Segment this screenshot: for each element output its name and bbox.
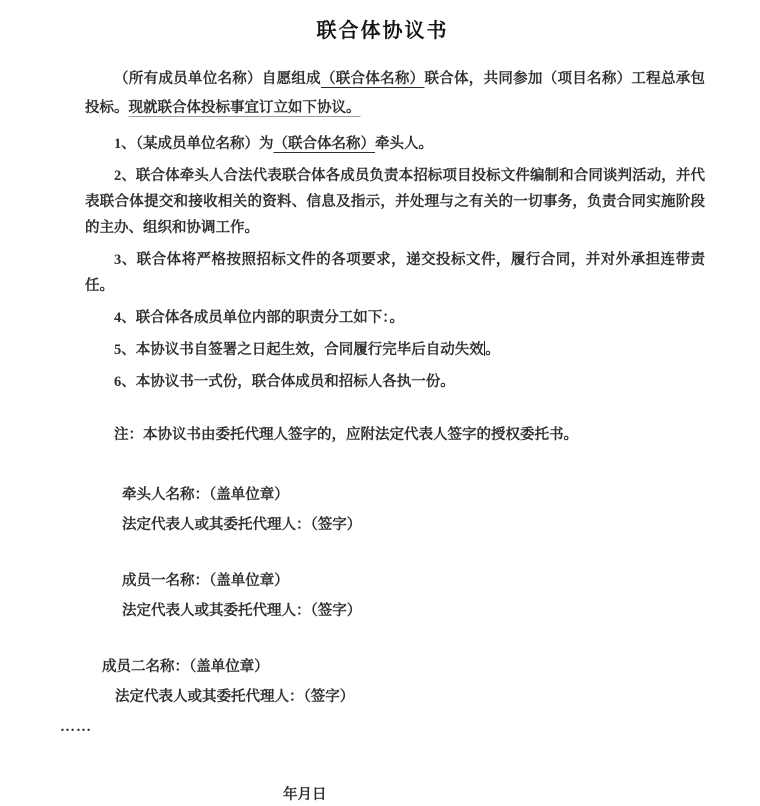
note-paragraph: 注：本协议书由委托代理人签字的，应附法定代表人签字的授权委托书。 <box>114 427 578 443</box>
leader-name-line: 牵头人名称：（盖单位章） <box>122 487 289 503</box>
intro-text-1: （所有成员单位名称）自愿组成 <box>114 71 321 87</box>
signature-block-member-one <box>122 566 705 626</box>
ellipsis-line: …… <box>60 719 92 735</box>
document-content <box>0 14 760 806</box>
intro-text-2: 联合体，共同参加（项目名称）工程总承包投标。 <box>85 71 706 116</box>
consortium-name-blank-1: （联合体名称） <box>320 71 425 87</box>
clause-3: 3、联合体将严格按照招标文件的各项要求，递交投标文件，履行合同，并对外承担连带责任。 <box>85 252 705 294</box>
clause-5 <box>85 337 705 363</box>
clause-1-suffix: 牵头人。 <box>375 136 433 152</box>
member-one-name-line: 成员一名称：（盖单位章） <box>122 573 289 589</box>
member-two-name-line: 成员二名称：（盖单位章） <box>102 659 269 675</box>
clause-1-prefix: 1、（某成员单位名称）为 <box>114 136 274 152</box>
signature-block-leader <box>122 480 705 540</box>
member-one-sign-line: 法定代表人或其委托代理人：（签字） <box>122 603 362 619</box>
clause-2: 2、联合体牵头人合法代表联合体各成员负责本招标项目投标文件编制和合同谈判活动，并代表联合体提交和接收相关的资料、信息及指示，并处理与之有关的一切事务，负责合同实施阶段的主办、组织和协调工作。 <box>85 168 705 236</box>
leader-sign-line: 法定代表人或其委托代理人：（签字） <box>122 517 362 533</box>
clause-1 <box>85 131 705 157</box>
member-two-sign-line: 法定代表人或其委托代理人：（签字） <box>115 689 355 705</box>
clause-5-text: 5、本协议书自签署之日起生效，合同履行完毕后自动失效 <box>114 342 484 358</box>
document-title: 联合体协议书 <box>316 20 449 42</box>
clause-4: 4、联合体各成员单位内部的职责分工如下：。 <box>114 310 404 326</box>
intro-underlined-sentence: 现就联合体投标事宜订立如下协议。 <box>128 100 361 116</box>
clause-6: 6、本协议书一式份，联合体成员和招标人各执一份。 <box>114 374 455 390</box>
intro-paragraph <box>85 65 705 123</box>
consortium-name-blank-2: （联合体名称） <box>273 136 375 152</box>
date-line: 年月日 <box>283 787 327 803</box>
clause-5-period: 。 <box>485 342 500 358</box>
signature-block-member-two <box>102 652 705 712</box>
